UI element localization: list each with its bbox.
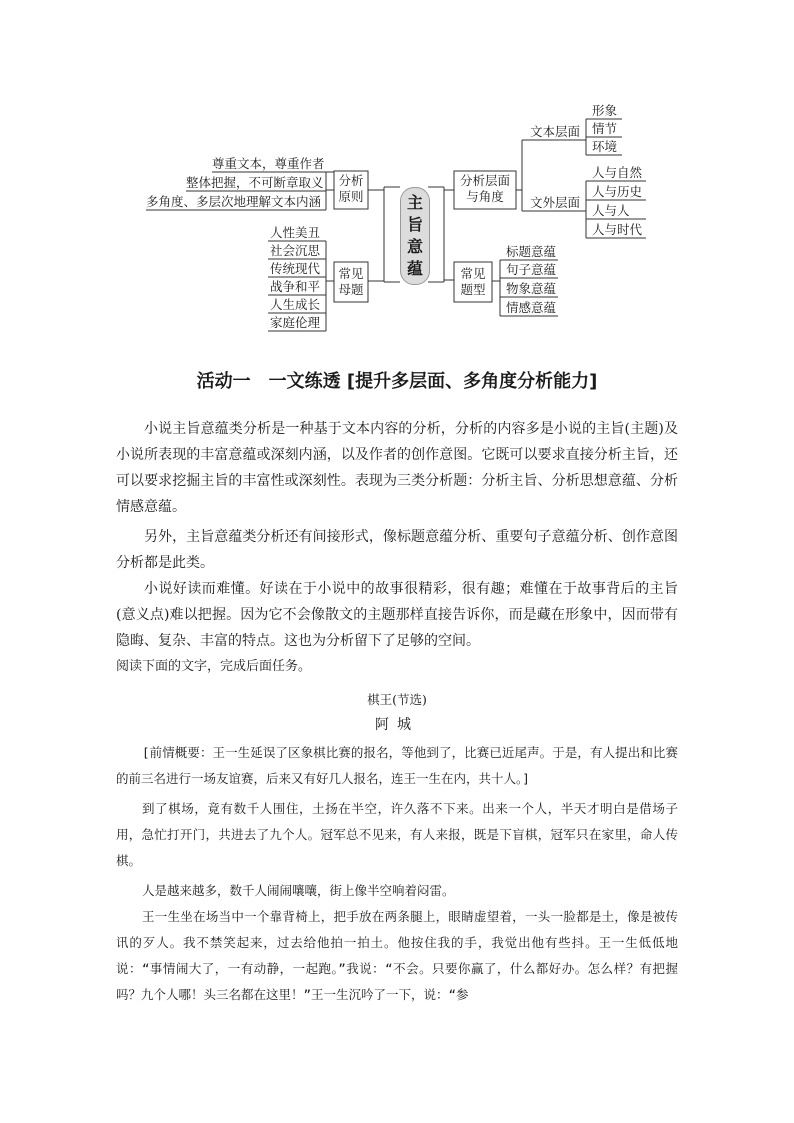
text-level-item: 情节 xyxy=(592,121,618,136)
center-char: 主 xyxy=(406,193,423,212)
principles-label: 分析原则 xyxy=(338,173,364,204)
activity-title: 活动一 一文练透 [提升多层面、多角度分析能力] xyxy=(196,371,598,392)
type-item: 情感意蕴 xyxy=(506,300,557,315)
intro-paragraph: 小说主旨意蕴类分析是一种基于文本内容的分析，分析的内容多是小说的主旨(主题)及小说所表现的丰富意蕴或深刻内涵，以及作者的创作意图。它既可以要求直接分析主旨，还可以要求挖掘主旨的丰富性或深刻性。表现为三类分析题：分析主旨、分析思想意蕴、分析情感意蕴。 xyxy=(116,421,678,515)
story-paragraph: [前情概要：王一生延误了区象棋比赛的报名，等他到了，比赛已近尾声。于是，有人提出和比赛的前三名进行一场友谊赛，后来又有好几人报名，连王一生在内，共十人。] xyxy=(116,745,678,786)
intro-paragraph: 另外，主旨意蕴类分析还有间接形式，像标题意蕴分析、重要句子意蕴分析、创作意图分析都是此类。 xyxy=(116,529,678,571)
principle-item: 尊重文本，尊重作者 xyxy=(212,156,325,171)
story-paragraph: 王一生坐在场当中一个靠背椅上，把手放在两条腿上，眼睛虚望着，一头一脸都是土，像是被传讯的歹人。我不禁笑起来，过去给他拍一拍土。他按住我的手，我觉出他有些抖。王一生低低地说：“事情闹大了，一有动静，一起跑。”我说：“不会。只要你赢了，什么都好办。怎么样？有把握吗？九个人哪！头三名都在这里！”王一生沉吟了一下，说：“参 xyxy=(116,909,678,1002)
theme-item: 传统现代 xyxy=(270,261,321,276)
center-topic xyxy=(400,187,430,285)
theme-item: 社会沉思 xyxy=(270,243,321,258)
theme-item: 人生成长 xyxy=(270,297,321,312)
outer-level-item: 人与历史 xyxy=(592,184,643,199)
type-item: 物象意蕴 xyxy=(506,281,557,296)
type-item: 句子意蕴 xyxy=(506,262,557,277)
mindmap-lines xyxy=(0,0,794,340)
center-char: 蕴 xyxy=(406,259,423,278)
theme-item: 战争和平 xyxy=(270,279,321,294)
theme-item: 家庭伦理 xyxy=(270,315,321,330)
story-paragraph: 到了棋场，竟有数千人围住，土扬在半空，许久落不下来。出来一个人，半天才明白是借场子用，急忙打开门，共进去了九个人。冠军总不见来，有人来报，既是下盲棋，冠军只在家里，命人传棋。 xyxy=(116,801,678,868)
outer-level-item: 人与时代 xyxy=(592,222,643,237)
center-char: 旨 xyxy=(406,215,423,234)
story-paragraph: 人是越来越多，数千人闹闹嚷嚷，街上像半空响着闷雷。 xyxy=(142,883,455,898)
outer-level-label: 文外层面 xyxy=(530,195,581,210)
center-char: 意 xyxy=(406,237,423,256)
instruction: 阅读下面的文字，完成后面任务。 xyxy=(116,659,312,674)
text-level-item: 形象 xyxy=(592,103,618,118)
principle-item: 多角度、多层次地理解文本内涵 xyxy=(146,194,322,209)
types-label: 常见题型 xyxy=(460,266,486,297)
text-level-item: 环境 xyxy=(592,139,618,154)
themes-label: 常见母题 xyxy=(338,266,364,297)
text-level-label: 文本层面 xyxy=(530,124,581,139)
type-item: 标题意蕴 xyxy=(506,244,557,259)
story-title: 棋王(节选) xyxy=(367,692,427,707)
principle-item: 整体把握，不可断章取义 xyxy=(186,175,324,190)
outer-level-item: 人与人 xyxy=(592,203,630,218)
outer-level-item: 人与自然 xyxy=(592,165,643,180)
story-author: 阿城 xyxy=(375,717,419,733)
theme-item: 人性美丑 xyxy=(270,225,321,240)
levels-label: 分析层面与角度 xyxy=(459,173,510,204)
intro-paragraph: 小说好读而难懂。好读在于小说中的故事很精彩，很有趣；难懂在于故事背后的主旨(意义点)难以把握。因为它不会像散文的主题那样直接告诉你，而是藏在形象中，因而带有隐晦、复杂、丰富的特点。这也为分析留下了足够的空间。 xyxy=(116,581,678,649)
